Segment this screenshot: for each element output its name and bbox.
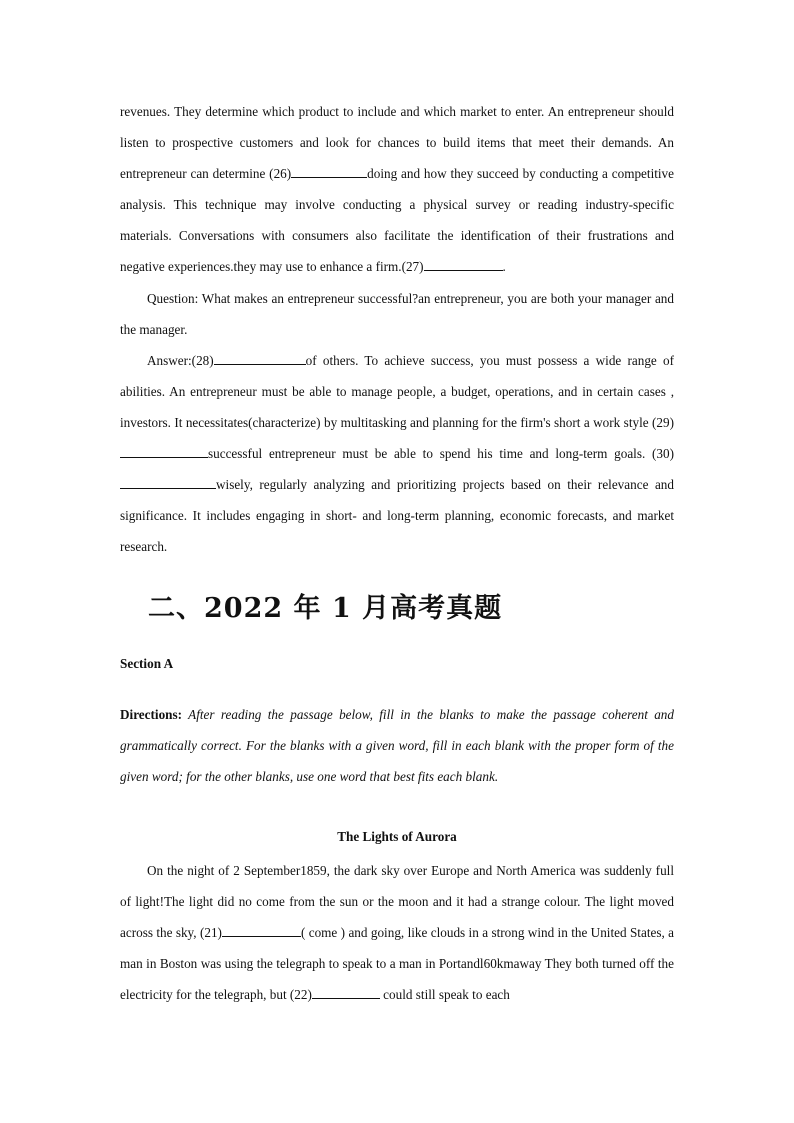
- paragraph-text: doing and how they succeed by conducting a competitive analysis. This technique may involve conducting a physical survey or reading industry-specific materials. Conversations with consumers also facilitate the identification of their frustrations and negative experiences.they may use to enhance a firm.(27): [120, 166, 675, 275]
- paragraph-text: of others. To achieve success, you must possess a wide range of abilities. An entrepreneur must be able to manage people, a budget, operations, and in certain cases , investors. It necessitates(characterize) by multitasking and planning for the firm's short a work style (29): [120, 352, 674, 430]
- blank-27[interactable]: [424, 257, 503, 271]
- passage-1: [120, 96, 674, 562]
- blank-22[interactable]: [312, 985, 380, 999]
- blank-26[interactable]: [291, 164, 367, 178]
- question-paragraph: Question: What makes an entrepreneur successful?an entrepreneur, you are both your manager and the manager.: [120, 290, 674, 337]
- paragraph-text: could still speak to each: [379, 987, 510, 1003]
- answer-paragraph: [120, 345, 674, 563]
- paragraph-text: successful entrepreneur must be able to spend his time and long-term goals. (30): [208, 446, 674, 462]
- section-label: Section A: [120, 656, 174, 671]
- blank-21[interactable]: [222, 923, 301, 937]
- paragraph-text: Answer:(28): [147, 352, 214, 368]
- paragraph-text: .: [502, 259, 506, 275]
- directions-text: After reading the passage below, fill in the blanks to make the passage coherent and grammatically correct. For the blanks with a given word, fill in each blank with the proper form of the given word; for the other blanks, use one word that best fits each blank.: [120, 707, 674, 785]
- paragraph-text: ( come ) and going, like clouds in a strong wind in the United States, a man in Boston was using the telegraph to speak to a man in Portandl60kmaway They both turned off the electricity for the telegraph, but (22): [120, 925, 674, 1003]
- blank-28[interactable]: [214, 351, 306, 365]
- section-heading: 二、2022 年 1 月高考真题: [148, 593, 503, 624]
- blank-29[interactable]: [120, 444, 208, 458]
- directions: [120, 699, 674, 792]
- paragraph-entrepreneur: [120, 96, 674, 283]
- paragraph-aurora: [120, 855, 674, 1010]
- directions-label: Directions:: [120, 707, 183, 722]
- blank-30[interactable]: [120, 475, 216, 489]
- paragraph-text: revenues. They determine which product to include and which market to enter. An entrepreneur should listen to prospective customers and look for chances to build items that meet their demands. An entrepreneur can determine (26): [120, 104, 674, 182]
- paragraph-text: On the night of 2 September1859, the dark sky over Europe and North America was suddenly full of light!The light did no come from the sun or the moon and it had a strange colour. The light moved across the sky, (21): [120, 863, 674, 941]
- passage-title: The Lights of Aurora: [337, 829, 457, 844]
- passage-2: [120, 855, 674, 1010]
- paragraph-text: wisely, regularly analyzing and prioritizing projects based on their relevance and significance. It includes engaging in short- and long-term planning, economic forecasts, and market research.: [120, 477, 674, 555]
